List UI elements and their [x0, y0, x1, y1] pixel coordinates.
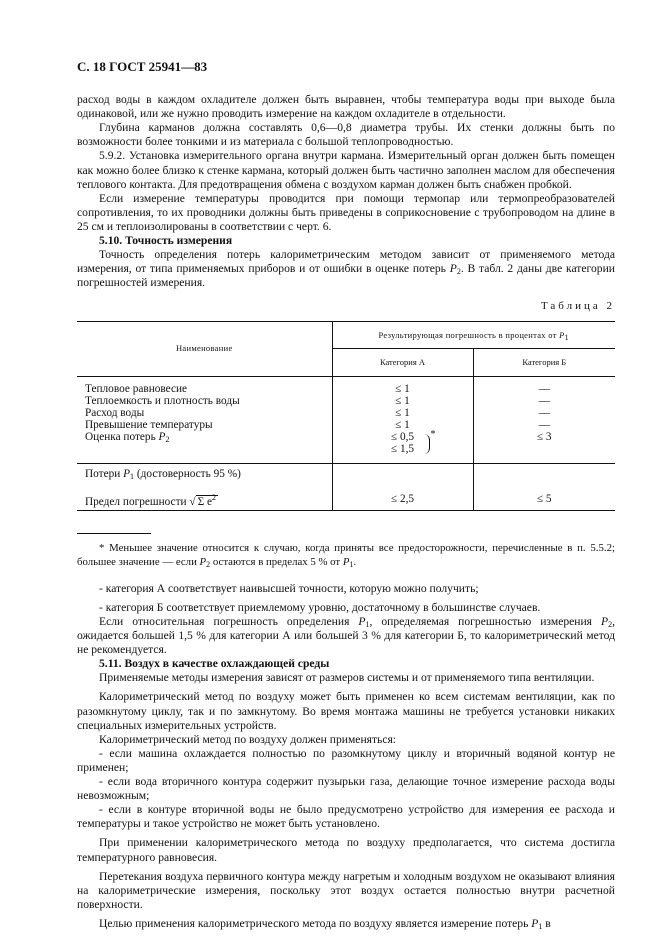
section-heading: 5.10. Точность измерения [99, 234, 233, 248]
value-a: ≤ 1 [395, 382, 410, 395]
value-a: ≤ 1 [395, 394, 410, 407]
paragraph: Применяемые методы измерения зависят от размеров системы и от применяемого типа вентиляции. [99, 671, 595, 685]
paragraph: Перетекания воздуха первичного контура между нагретым и холодным воздухом не оказывают влияния на калориметрические измерения, поскольку этот воздух остается полностью внутри расчетной поверхности. [77, 869, 615, 911]
row-name: Превышение температуры [85, 419, 213, 432]
table-header-name: Наименование [77, 321, 332, 376]
value-b: — [538, 419, 550, 432]
row-name: Теплоемкость и плотность воды [85, 394, 240, 407]
limit-value-a: ≤ 2,5 [332, 463, 473, 510]
paragraph: При применении калориметрического метода по воздуху предполагается, что система достигла температурного равновесия. [77, 836, 615, 864]
table-cell-category-b [473, 376, 615, 463]
list-item: - если вода вторичного контура содержит пузырьки газа, делающие точное измерение расхода воды невозможным; [77, 775, 615, 803]
footnote-divider [77, 533, 151, 534]
list-item: - если в контуре вторичной воды не было предусмотрено устройство для измерения ее расхода и температуры и такое устройство не может быть установлено. [77, 803, 615, 831]
paragraph: 5.9.2. Установка измерительного органа внутри кармана. Измерительный орган должен быть помещен как можно более близко к стенке кармана, который должен быть частично заполнен маслом для обеспечения теплового контакта. Для предотвращения обмена с воздухом карман должен быть снабжен пробкой. [77, 149, 615, 191]
value-a: ≤ 1 [395, 406, 410, 419]
table-caption: Таблица 2 [540, 300, 615, 313]
paragraph: Целью применения калориметрического метода по воздуху является измерение потерь $P_1$ в [99, 916, 551, 931]
paragraph: Глубина карманов должна составлять 0,6—0,8 диаметра трубы. Их стенки должны быть по возможности более тонкими и из материала с большой теплопроводностью. [77, 121, 615, 149]
paragraph: Если относительная погрешность определения $P_1$, определяемая погрешностью измерения $P_2$, ожидается большей 1,5 % для категории А или большей 3 % для категории Б, то калориметрический метод не рекомендуется. [77, 615, 615, 657]
table-header-category-a: Категория А [332, 349, 473, 377]
list-item: - категория А соответствует наивысшей точности, которую можно получить; [99, 581, 479, 595]
limit-value-b: ≤ 5 [473, 463, 615, 510]
value-a-range: ≤ 0,5 ≤ 1,5 * [390, 429, 436, 456]
paragraph: Калориметрический метод по воздуху должен применяться: [99, 732, 397, 746]
paragraph: Точность определения потерь калориметрическим методом зависит от применяемого метода измерения, от типа применяемых приборов и от ошибки в оценке потерь $P_2$. В табл. 2 даны две категории погрешностей измерения. [77, 248, 615, 290]
document-page [77, 60, 615, 931]
list-item: - если машина охлаждается полностью по разомкнутому циклу и вторичный водяной контур не применен; [77, 746, 615, 774]
value-b: ≤ 3 [536, 431, 552, 444]
list-item: - категория Б соответствует приемлемому уровню, достаточному в большинстве случаев. [99, 600, 541, 614]
section-heading: 5.11. Воздух в качестве охлаждающей среды [99, 657, 330, 671]
value-b: — [538, 394, 550, 407]
table-header-category-b: Категория Б [473, 349, 615, 377]
row-name: Расход воды [85, 406, 145, 419]
table-header-result: Результирующая погрешность в процентах от $P_1$ [332, 321, 615, 349]
footnote-mark: * [430, 429, 436, 441]
sqrt-icon: √ [189, 495, 196, 508]
row-name: Оценка потерь $P_2$ [85, 431, 170, 445]
paragraph: Если измерение температуры проводится при помощи термопар или термопреобразователей сопротивления, то их проводники должны быть приведены в соприкосновение с трубопроводом на длине в 25 см и теплоизолированы в соответствии с черт. 6. [77, 191, 615, 233]
footnote: * Меньшее значение относится к случаю, когда приняты все предосторожности, перечисленные в п. 5.5.2; большее значение — если $P_2$ остаются в пределах 5 % от $P_1$. [77, 541, 615, 569]
error-table [77, 321, 615, 511]
table-cell-category-a [332, 376, 473, 463]
paragraph: расход воды в каждом охладителе должен быть выравнен, чтобы температура воды при выходе была одинаковой, или же нужно проводить измерение на каждом охладителе в отдельности. [77, 93, 615, 121]
row-name: Тепловое равновесие [85, 382, 188, 395]
table-cell-names [77, 376, 332, 463]
value-b: — [538, 406, 550, 419]
value-a: ≤ 1 [395, 419, 410, 432]
table-cell-loss: Потери $P_1$ (достоверность 95 %) Предел погрешности √ Σ $e^2$ [77, 463, 332, 510]
brace-icon [423, 434, 430, 454]
paragraph: Калориметрический метод по воздуху может быть применен ко всем системам вентиляции, как по разомкнутому циклу, так и по замкнутому. Во время монтажа машины не требуется установки никаких специальных измерительных устройств. [77, 690, 615, 732]
page-header: С. 18 ГОСТ 25941—83 [77, 59, 208, 74]
value-b: — [538, 382, 550, 395]
